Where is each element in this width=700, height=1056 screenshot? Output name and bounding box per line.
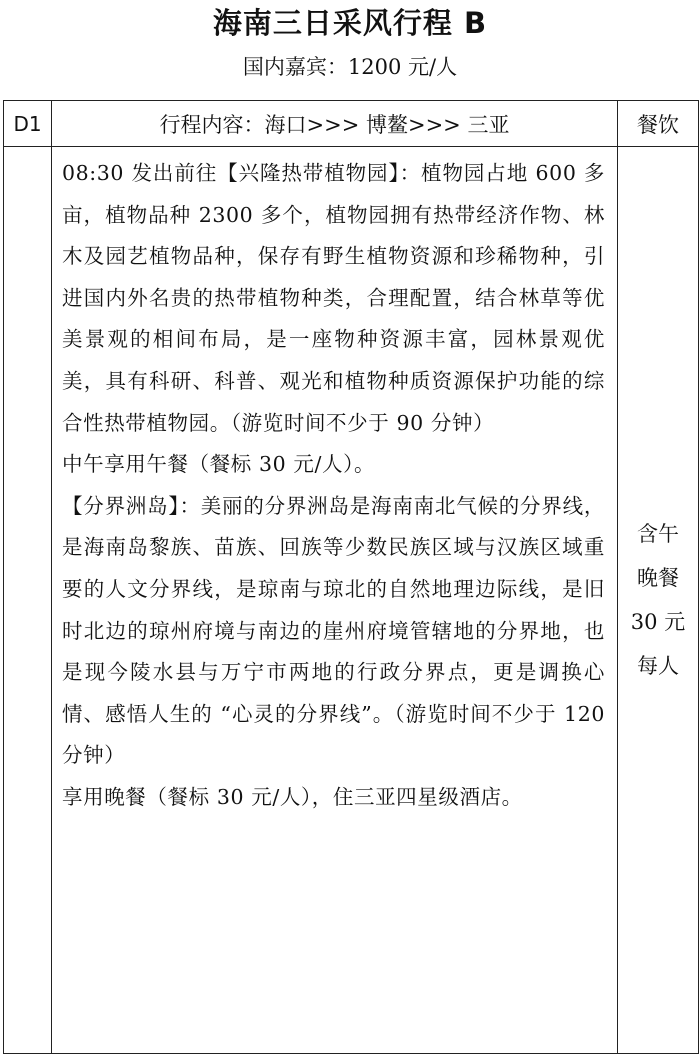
itinerary-paragraph-dinner-hotel: 享用晚餐（餐标 30 元/人），住三亚四星级酒店。 [62,784,523,809]
day-empty-cell [4,147,52,1054]
route-header-cell: 行程内容：海口>>> 博鳌>>> 三亚 [52,101,618,147]
itinerary-table [3,100,699,1054]
itinerary-paragraph-fenjiezhou-island: 【分界洲岛】：美丽的分界洲岛是海南南北气候的分界线，是海南岛黎族、苗族、回族等少数民族区域与汉族区域重要的人文分界线，是琼南与琼北的自然地理边际线，是旧时北边的琼州府境与南边的崖州府境管辖地的分界地，也是现今陵水县与万宁市两地的行政分界点，更是调换心情、感悟人生的 “心灵的分界线”。（游览时间不少于 120 分钟） [62,493,605,768]
table-body-row [4,147,699,1054]
day-label: D1 [13,111,42,136]
table-header-row [4,101,699,147]
price-subtitle: 国内嘉宾：1200 元/人 [242,55,458,79]
page-title: 海南三日采风行程 B [212,6,488,40]
itinerary-paragraph-lunch: 中午享用午餐（餐标 30 元/人）。 [62,452,376,477]
meal-line: 每人 [637,654,679,678]
meal-line: 含午 [637,522,679,546]
day-cell [4,101,52,147]
meal-header-cell: 餐饮 [618,101,699,147]
itinerary-content-cell [52,147,618,1054]
itinerary-paragraph-botanical-garden: 08:30 发出前往【兴隆热带植物园】：植物园占地 600 多亩，植物品种 2300 多个，植物园拥有热带经济作物、林木及园艺植物品种，保存有野生植物资源和珍稀物种，引进国内外名贵的热带植物种类，合理配置，结合林草等优美景观的相间布局，是一座物种资源丰富，园林景观优美，具有科研、科普、观光和植物种质资源保护功能的综合性热带植物园。（游览时间不少于 90 分钟） [62,161,605,435]
meal-info-cell [618,147,699,1054]
meal-line: 晚餐 [637,566,679,590]
meal-line: 30 元 [630,610,686,634]
